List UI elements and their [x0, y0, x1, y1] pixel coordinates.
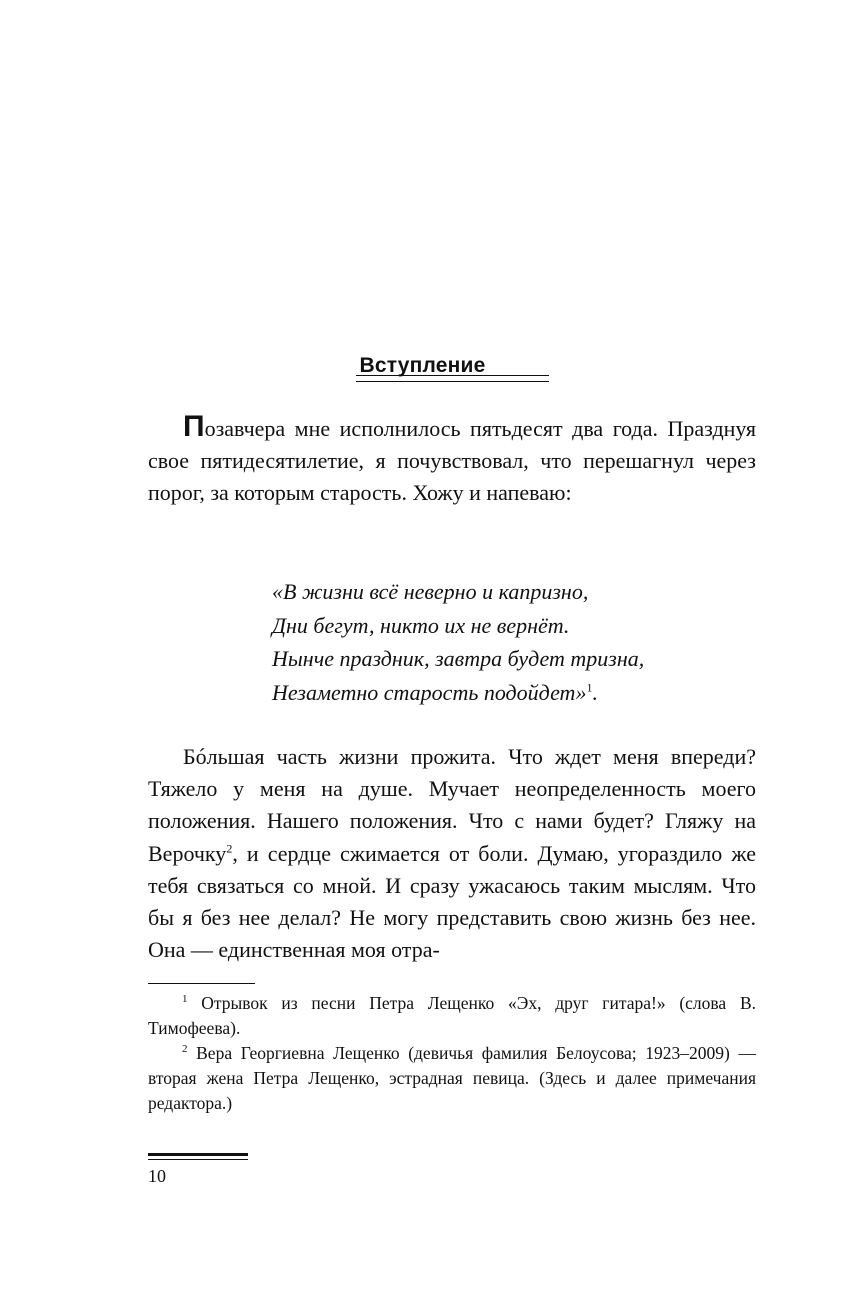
footnote-ref-2[interactable]: 2 — [226, 841, 233, 856]
paragraph-1 — [148, 412, 756, 510]
footnote-ref-1[interactable]: 1 — [586, 680, 593, 695]
verse-line: Нынче праздник, завтра будет тризна, — [272, 646, 645, 671]
paragraph-2 — [148, 741, 756, 966]
paragraph-1-text: озавчера мне исполнилось пятьдесят два года. Празднуя свое пятидесятилетие, я почувствовал, что перешагнул через порог, за которым старость. Хожу и напеваю: — [148, 416, 756, 506]
title-double-rule — [356, 375, 549, 382]
footnote-1 — [148, 991, 756, 1041]
verse-trailing-punct: . — [592, 679, 598, 705]
footnote-2 — [148, 1041, 756, 1116]
verse-line: «В жизни всё неверно и капризно, — [272, 579, 589, 604]
verse-line-last — [272, 676, 644, 710]
footnote-text: Вера Георгиевна Лещенко (девичья фамилия Белоусова; 1923–2009) — вторая жена Петра Лещенко, эстрадная певица. (Здесь и далее примечания редактора.) — [148, 1043, 756, 1113]
footnote-text: Отрывок из песни Петра Лещенко «Эх, друг гитара!» (слова В. Тимофеева). — [148, 993, 756, 1038]
paragraph-2-text-b: , и сердце сжимается от боли. Думаю, угораздило же тебя связаться со мной. И сразу ужасаюсь таким мыслям. Что бы я без нее делал? Не могу представить свою жизнь без нее. Она — единственная моя отра- — [148, 840, 756, 963]
footnote-number: 2 — [182, 1043, 188, 1056]
page-number-rule — [148, 1153, 248, 1160]
chapter-title: Вступление — [359, 354, 486, 378]
footnote-separator — [148, 983, 255, 984]
paragraph-2-text-a: Бóльшая часть жизни прожита. Что ждет меня впереди? Тяжело у меня на душе. Мучает неопределенность моего положения. Нашего положения. Что с нами будет? Гляжу на Верочку — [148, 744, 756, 866]
drop-cap: П — [183, 410, 205, 443]
footnote-number: 1 — [182, 993, 188, 1006]
verse-line: Незаметно старость подойдет» — [272, 679, 587, 705]
verse-block — [272, 575, 644, 709]
verse-line: Дни бегут, никто их не вернёт. — [272, 612, 570, 638]
page-number: 10 — [148, 1166, 166, 1186]
